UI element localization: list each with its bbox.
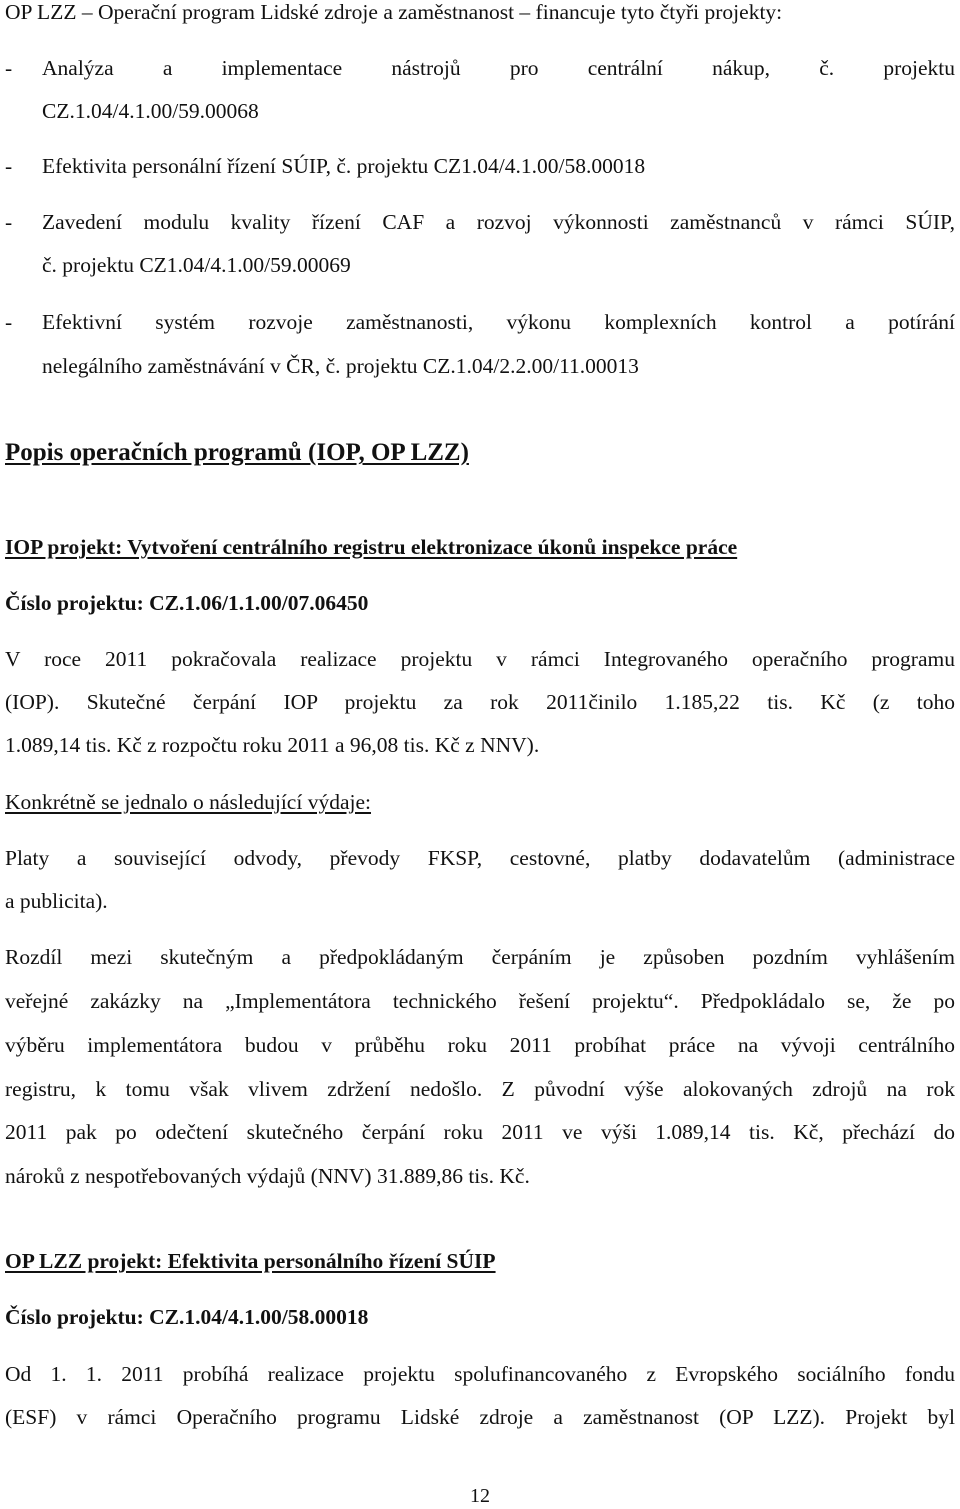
iop-p3-line-4: registru, k tomu však vlivem zdržení nedošlo. Z původní výše alokovaných zdrojů na rok [5,1077,955,1101]
iop-p2-line-1: Platy a související odvody, převody FKSP, cestovné, platby dodavatelům (administrace [5,846,955,870]
iop-p3-line-3: výběru implementátora budou v průběhu roku 2011 probíhat práce na vývoji centrálního [5,1033,955,1057]
oplzz-heading: OP LZZ projekt: Efektivita personálního řízení SÚIP [5,1249,496,1273]
iop-p3-line-1: Rozdíl mezi skutečným a předpokládaným čerpáním je způsoben pozdním vyhlášením [5,945,955,969]
intro-line: OP LZZ – Operační program Lidské zdroje a zaměstnanost – financuje tyto čtyři projekty: [5,0,783,24]
project-3-line-2: č. projektu CZ1.04/4.1.00/59.00069 [42,253,351,277]
iop-p1-line-1: V roce 2011 pokračovala realizace projektu v rámci Integrovaného operačního programu [5,647,955,671]
iop-p3-line-2: veřejné zakázky na „Implementátora technického řešení projektu“. Předpokládalo se, že po [5,989,955,1013]
iop-subheading: Konkrétně se jednalo o následující výdaje: [5,790,371,814]
project-3-line-1: Zavedení modulu kvality řízení CAF a rozvoj výkonnosti zaměstnanců v rámci SÚIP, [42,210,955,234]
project-2-line-1: Efektivita personální řízení SÚIP, č. projektu CZ1.04/4.1.00/58.00018 [42,154,646,178]
oplzz-project-number: Číslo projektu: CZ.1.04/4.1.00/58.00018 [5,1305,369,1329]
list-bullet: - [5,56,13,80]
project-1-line-2: CZ.1.04/4.1.00/59.00068 [42,99,259,123]
iop-p2-line-2: a publicita). [5,889,108,913]
oplzz-p1-line-2: (ESF) v rámci Operačního programu Lidské zdroje a zaměstnanost (OP LZZ). Projekt byl [5,1405,955,1429]
iop-p1-line-2: (IOP). Skutečné čerpání IOP projektu za rok 2011činilo 1.185,22 tis. Kč (z toho [5,690,955,714]
page-number: 12 [470,1485,490,1507]
iop-p1-line-3: 1.089,14 tis. Kč z rozpočtu roku 2011 a 96,08 tis. Kč z NNV). [5,733,540,757]
iop-p3-line-6: nároků z nespotřebovaných výdajů (NNV) 31.889,86 tis. Kč. [5,1164,530,1188]
list-bullet: - [5,154,13,178]
list-bullet: - [5,310,13,334]
section-title: Popis operačních programů (IOP, OP LZZ) [5,439,469,466]
iop-p3-line-5: 2011 pak po odečtení skutečného čerpání roku 2011 ve výši 1.089,14 tis. Kč, přechází do [5,1120,955,1144]
oplzz-p1-line-1: Od 1. 1. 2011 probíhá realizace projektu spolufinancovaného z Evropského sociálního fondu [5,1362,955,1386]
iop-project-number: Číslo projektu: CZ.1.06/1.1.00/07.06450 [5,591,369,615]
project-1-line-1: Analýza a implementace nástrojů pro centrální nákup, č. projektu [42,56,955,80]
project-4-line-1: Efektivní systém rozvoje zaměstnanosti, výkonu komplexních kontrol a potírání [42,310,955,334]
iop-heading: IOP projekt: Vytvoření centrálního registru elektronizace úkonů inspekce práce [5,535,738,559]
project-4-line-2: nelegálního zaměstnávání v ČR, č. projektu CZ.1.04/2.2.00/11.00013 [42,354,639,378]
list-bullet: - [5,210,13,234]
